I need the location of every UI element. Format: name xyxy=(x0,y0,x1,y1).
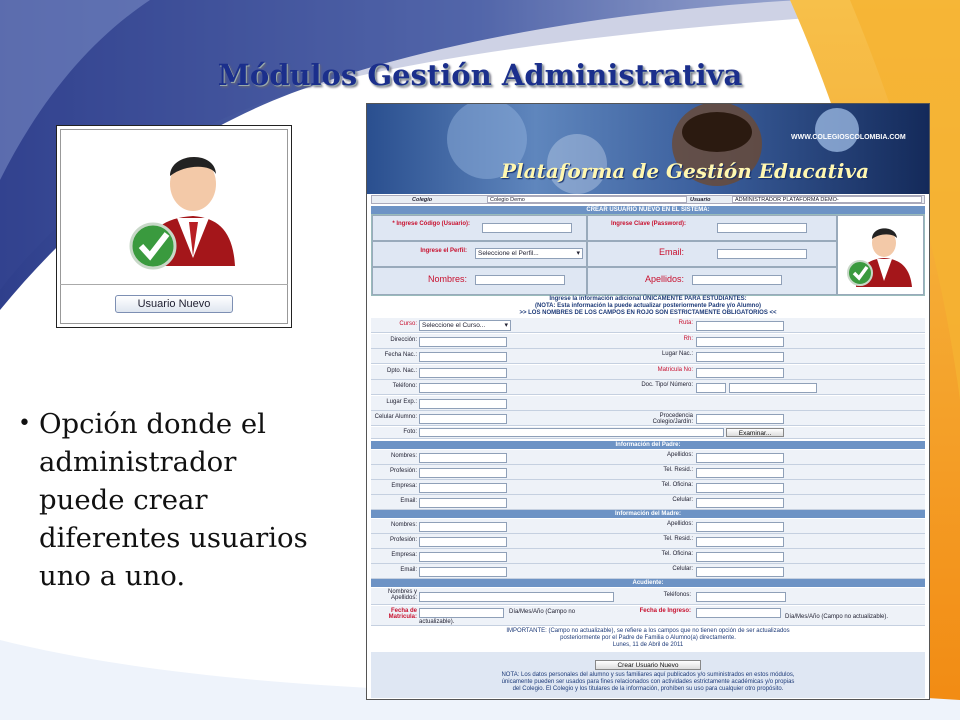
fecha-matricula-input[interactable] xyxy=(419,608,504,618)
foto-label: Foto: xyxy=(403,429,417,435)
left-field-label: Empresa: xyxy=(391,552,417,558)
form-row xyxy=(371,365,925,380)
right-field-label: Tel. Resid.: xyxy=(663,467,693,473)
left-field-label: Celular Alumno: xyxy=(374,414,417,420)
acudiente-section-header: Acudiente: xyxy=(371,579,925,587)
doc-tipo-input[interactable] xyxy=(696,383,726,393)
left-field-label: Teléfono: xyxy=(392,383,417,389)
left-field-input[interactable] xyxy=(419,468,507,478)
left-field-label: Profesión: xyxy=(389,468,417,474)
right-field-input[interactable] xyxy=(696,337,784,347)
form-row xyxy=(371,519,925,534)
left-field-label: Dpto. Nac.: xyxy=(386,367,417,374)
right-field-input[interactable] xyxy=(696,453,784,463)
acudiente-telefonos-label: Teléfonos: xyxy=(663,592,691,598)
students-note-2: (NOTA: Esta información la puede actualizar posteriormente Padre y/o Alumno) xyxy=(534,303,762,309)
left-field-label: Lugar Exp.: xyxy=(386,398,417,405)
left-field-input[interactable] xyxy=(419,368,507,378)
info-bar xyxy=(371,195,925,204)
left-field-input[interactable] xyxy=(419,552,507,562)
perfil-select[interactable]: Seleccione el Perfil... ▾ xyxy=(475,248,583,259)
slide-title: Módulos Gestión Administrativa xyxy=(217,58,743,92)
right-field-input[interactable] xyxy=(696,321,784,331)
user-avatar-icon xyxy=(842,221,920,289)
left-field-label: Empresa: xyxy=(391,483,417,489)
acudiente-nombres-input[interactable] xyxy=(419,592,614,602)
fecha-matricula-hint-2: actualizable). xyxy=(419,619,455,625)
right-field-input[interactable] xyxy=(696,414,784,424)
left-field-input[interactable] xyxy=(419,567,507,577)
form-row xyxy=(371,318,925,333)
fecha-matricula-label: Fecha de Matricula: xyxy=(388,608,417,620)
form-row xyxy=(371,411,925,426)
examinar-button[interactable]: Examinar... xyxy=(726,428,784,437)
right-field-label: Celular: xyxy=(672,566,693,572)
right-field-input[interactable] xyxy=(696,498,784,508)
right-field-input[interactable] xyxy=(696,352,784,362)
acudiente-row xyxy=(371,588,925,605)
fecha-ingreso-input[interactable] xyxy=(696,608,781,618)
colegio-value: Colegio Demo xyxy=(487,196,687,203)
create-user-section-header: CREAR USUARIO NUEVO EN EL SISTEMA: xyxy=(371,206,925,214)
form-row xyxy=(371,480,925,495)
left-field-input[interactable] xyxy=(419,537,507,547)
left-field-label: Email: xyxy=(400,567,417,573)
right-field-label: Procedencia Colegio/Jardín: xyxy=(652,413,693,425)
madre-section-header: Información del Madre: xyxy=(371,510,925,518)
right-field-input[interactable] xyxy=(696,537,784,547)
form-row xyxy=(371,396,925,411)
left-field-label: Fecha Nac.: xyxy=(384,352,417,358)
form-row xyxy=(371,465,925,480)
right-field-label: Ruta: xyxy=(678,320,693,326)
padre-section-header: Información del Padre: xyxy=(371,441,925,449)
create-user-panel xyxy=(371,214,925,296)
nombres-input[interactable] xyxy=(475,275,565,285)
important-note-2: posteriormente por el Padre de Familia o Alumno(a) directamente. xyxy=(560,635,736,641)
left-field-input[interactable] xyxy=(419,498,507,508)
right-field-label: Apellidos: xyxy=(666,521,693,527)
right-field-input[interactable] xyxy=(696,368,784,378)
clave-input[interactable] xyxy=(717,223,807,233)
perfil-label: Ingrese el Perfil: xyxy=(420,248,467,254)
form-screenshot xyxy=(366,103,930,700)
doc-numero-input[interactable] xyxy=(729,383,817,393)
colegio-label: Colegio xyxy=(412,197,433,203)
left-field-label: Nombres: xyxy=(390,522,417,528)
left-field-input[interactable] xyxy=(419,453,507,463)
platform-banner xyxy=(367,104,929,194)
right-field-label: Celular: xyxy=(672,497,693,503)
usuario-value: ADMINISTRADOR PLATAFORMA DEMO- xyxy=(732,196,922,203)
curso-select[interactable]: Seleccione el Curso... ▾ xyxy=(419,320,511,331)
right-field-label: Tel. Oficina: xyxy=(661,482,693,488)
right-field-label: Apellidos: xyxy=(666,452,693,458)
left-field-input[interactable] xyxy=(419,483,507,493)
left-field-input[interactable] xyxy=(419,383,507,393)
left-field-input[interactable] xyxy=(419,522,507,532)
students-note-3: >> LOS NOMBRES DE LOS CAMPOS EN ROJO SON ESTRICTAMENTE OBLIGATORIOS << xyxy=(519,310,777,316)
right-field-input[interactable] xyxy=(696,552,784,562)
thumbnail-divider xyxy=(60,284,288,285)
fecha-ingreso-hint: Día/Mes/Año (Campo no actualizable). xyxy=(785,614,889,620)
footer-note-3: del Colegio. El Colegio y los titulares de la información, prohíben su uso para cualquier otro propósito. xyxy=(512,686,784,692)
right-field-label: Tel. Oficina: xyxy=(661,551,693,557)
nombres-label: Nombres: xyxy=(427,274,467,284)
acudiente-telefonos-input[interactable] xyxy=(696,592,786,602)
right-field-label: Matricula No: xyxy=(657,366,693,373)
codigo-input[interactable] xyxy=(482,223,572,233)
left-field-input[interactable] xyxy=(419,352,507,362)
banner-url: WWW.COLEGIOSCOLOMBIA.COM xyxy=(791,134,906,141)
email-input[interactable] xyxy=(717,249,807,259)
date-line: Lunes, 11 de Abril de 2011 xyxy=(612,642,684,648)
right-field-label: Lugar Nac.: xyxy=(661,351,693,357)
banner-title: Plataforma de Gestión Educativa xyxy=(501,159,870,183)
create-user-submit-button[interactable]: Crear Usuario Nuevo xyxy=(595,660,701,670)
user-icon-thumbnail xyxy=(56,125,292,328)
left-field-label: Dirección: xyxy=(390,336,417,343)
right-field-input[interactable] xyxy=(696,468,784,478)
form-row xyxy=(371,564,925,579)
form-row xyxy=(371,349,925,364)
right-field-input[interactable] xyxy=(696,483,784,493)
right-field-input[interactable] xyxy=(696,522,784,532)
usuario-label: Usuario xyxy=(690,197,711,203)
fechas-row xyxy=(371,606,925,626)
right-field-input[interactable] xyxy=(696,567,784,577)
right-field-label: Tel. Resid.: xyxy=(663,536,693,542)
acudiente-nombres-label: Nombres y Apellidos: xyxy=(387,589,417,601)
new-user-button[interactable]: Usuario Nuevo xyxy=(115,295,233,313)
form-row xyxy=(371,450,925,465)
left-field-label: Email: xyxy=(400,498,417,504)
bullet-text: Opción donde el administrador puede crear diferentes usuarios uno a uno. xyxy=(39,408,308,592)
right-field-label: Doc. Tipo/ Número: xyxy=(641,382,693,388)
important-note-1: IMPORTANTE: (Campo no actualizable), se refiere a los campos que no tienen opción de ser actualizados xyxy=(506,628,790,634)
apellidos-label: Apellidos: xyxy=(644,274,684,284)
footer-note-1: NOTA: Los datos personales del alumno y sus familiares aquí publicados y/o suministrados en estos módulos, xyxy=(501,672,795,678)
form-row xyxy=(371,380,925,395)
fecha-ingreso-label: Fecha de Ingreso: xyxy=(639,608,691,614)
left-field-input[interactable] xyxy=(419,337,507,347)
clave-label: Ingrese Clave (Password): xyxy=(610,221,686,227)
students-note-1: Ingrese la información adicional ÚNICAMENTE PARA ESTUDIANTES: xyxy=(549,296,747,302)
footer-note-2: únicamente pueden ser usados para fines relacionados con actividades estrictamente académicas y/o propias xyxy=(501,679,795,685)
left-field-label: Curso: xyxy=(399,321,417,327)
form-row xyxy=(371,534,925,549)
foto-input[interactable] xyxy=(419,428,724,437)
left-field-input[interactable] xyxy=(419,399,507,409)
fecha-matricula-hint: Día/Mes/Año (Campo no xyxy=(509,609,576,615)
form-row xyxy=(371,549,925,564)
foto-row xyxy=(371,427,925,439)
left-field-input[interactable] xyxy=(419,414,507,424)
email-label: Email: xyxy=(658,247,684,257)
left-field-label: Nombres: xyxy=(390,453,417,459)
new-user-icon xyxy=(115,138,235,278)
bullet-point xyxy=(18,405,308,595)
left-field-label: Profesión: xyxy=(389,537,417,543)
apellidos-input[interactable] xyxy=(692,275,782,285)
form-row xyxy=(371,334,925,349)
bullet-dot: • xyxy=(18,411,31,436)
codigo-label: * Ingrese Código (Usuario): xyxy=(392,221,470,227)
form-row xyxy=(371,495,925,510)
right-field-label: Rh: xyxy=(683,335,693,342)
footer-panel xyxy=(371,652,925,698)
